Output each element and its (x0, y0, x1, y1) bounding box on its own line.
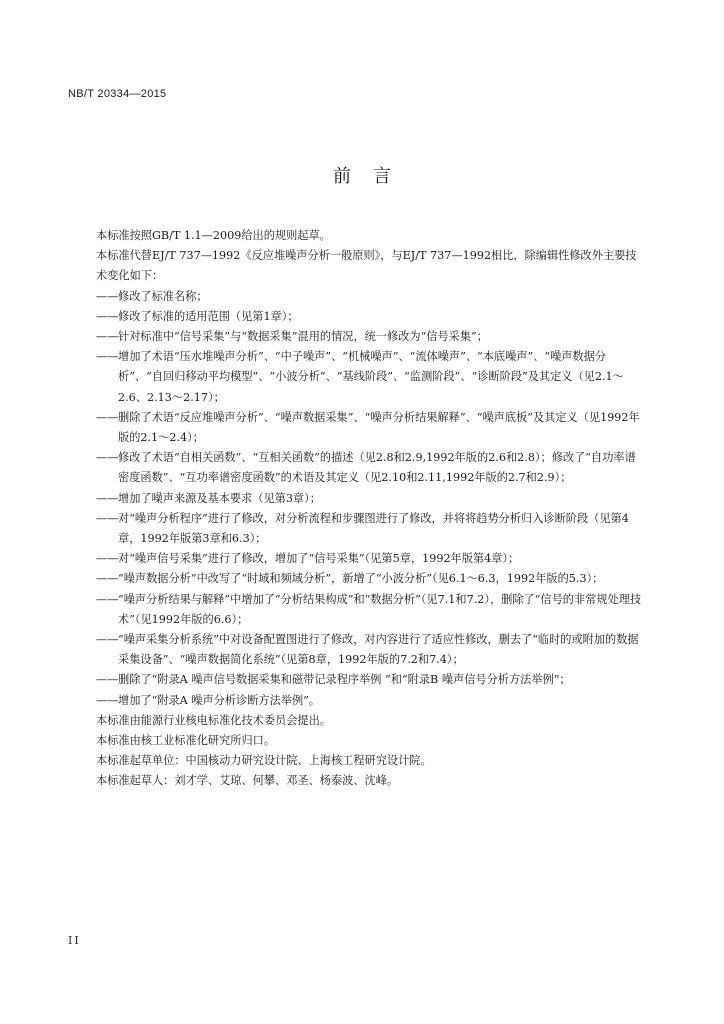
list-item-text: 针对标准中“信号采集”与“数据采集”混用的情况，统一修改为“信号采集”； (118, 330, 488, 344)
list-item (96, 630, 642, 670)
paragraph-drafters: 本标准起草人：刘才学、艾琼、何攀、邓圣、杨泰波、沈峰。 (96, 774, 399, 788)
list-item-text: 修改了标准名称； (118, 289, 208, 303)
changes-list (96, 287, 642, 711)
dash-marker: —— (96, 693, 119, 707)
list-item-text: 增加了术语“压水堆噪声分析”、“中子噪声”、“机械噪声”、“流体噪声”、“本底噪声”、“噪声数据分析”、“自回归移动平均模型”、“小波分析”、“基线阶段”、“监测阶段”、“诊断阶段”及其定义（见2.1～2.6、2.13～2.17）； (118, 350, 624, 404)
paragraph-replacement-note: 本标准代替EJ/T 737—1992《反应堆噪声分析一般原则》，与EJ/T 737—1992相比，除编辑性修改外主要技术变化如下： (96, 249, 637, 283)
list-item-text: 修改了术语“自相关函数”、“互相关函数”的描述（见2.8和2.9,1992年版的2.6和2.8）；修改了“自功率谱密度函数”、“互功率谱密度函数”的术语及其定义（见2.10和2.11,1992年版的2.7和2.9）； (118, 451, 636, 485)
list-item-text: 增加了噪声来源及基本要求（见第3章）； (118, 491, 321, 505)
dash-marker: —— (96, 350, 119, 364)
dash-marker: —— (96, 633, 119, 647)
list-item-text: 增加了“附录A 噪声分析诊断方法举例”。 (118, 693, 321, 707)
list-item (96, 549, 642, 569)
list-item-text: 删除了术语“反应堆噪声分析”、“噪声数据采集”、“噪声分析结果解释”、“噪声底板”及其定义（见1992年版的2.1～2.4）； (118, 410, 640, 445)
dash-marker: —— (96, 592, 119, 606)
page-title: 前言 (333, 166, 413, 187)
list-item (96, 307, 642, 327)
list-item-text: 修改了标准的适用范围（见第1章）； (118, 309, 299, 323)
paragraph-drafting-rule: 本标准按照GB/T 1.1—2009给出的规则起草。 (96, 229, 331, 242)
list-item (96, 569, 642, 589)
dash-marker: —— (96, 572, 119, 586)
dash-marker: —— (96, 289, 119, 303)
page-number: II (68, 934, 81, 947)
list-item-text: “噪声数据分析”中改写了“时域和频域分析”，新增了“小波分析”（见6.1～6.3，1992年版的5.3）； (118, 572, 604, 586)
list-item-text: 对“噪声分析程序”进行了修改，对分析流程和步骤图进行了修改，并将将趋势分析归入诊断阶段（见第4章，1992年版第3章和6.3）； (118, 511, 629, 546)
list-item (96, 691, 642, 711)
paragraph-proposer: 本标准由能源行业核电标准化技术委员会提出。 (96, 713, 331, 727)
dash-marker: —— (96, 552, 119, 566)
list-item-text: “噪声分析结果与解释”中增加了“分析结果构成”和“数据分析”（见7.1和7.2），删除了“信号的非常规处理技术”（见1992年版的6.6）； (118, 592, 642, 626)
list-item-text: “噪声采集分析系统”中对设备配置图进行了修改，对内容进行了适应性修改，删去了“临时的或附加的数据采集设备”、“噪声数据简化系统”（见第8章，1992年版的7.2和7.4）； (118, 633, 639, 667)
list-item-text: 对“噪声信号采集”进行了修改，增加了“信号采集”（见第5章，1992年版第4章）； (118, 552, 520, 566)
dash-marker: —— (96, 309, 119, 323)
list-item (96, 489, 642, 509)
paragraph-centralized-unit: 本标准由核工业标准化研究所归口。 (96, 734, 276, 748)
dash-marker: —— (96, 330, 119, 344)
paragraph-drafting-units: 本标准起草单位：中国核动力研究设计院、上海核工程研究设计院。 (96, 754, 432, 768)
list-item (96, 287, 642, 307)
list-item-text: 删除了“附录A 噪声信号数据采集和磁带记录程序举例 ”和“附录B 噪声信号分析方法举例”； (118, 673, 571, 687)
list-item (96, 448, 642, 488)
dash-marker: —— (96, 511, 119, 525)
list-item (96, 509, 642, 549)
list-item (96, 347, 642, 408)
list-item (96, 590, 642, 630)
list-item (96, 327, 642, 347)
list-item (96, 408, 642, 448)
dash-marker: —— (96, 410, 119, 424)
dash-marker: —— (96, 673, 119, 687)
dash-marker: —— (96, 451, 119, 465)
list-item (96, 670, 642, 690)
preface-body (96, 226, 642, 792)
dash-marker: —— (96, 491, 119, 505)
document-code: NB/T 20334—2015 (68, 88, 167, 100)
